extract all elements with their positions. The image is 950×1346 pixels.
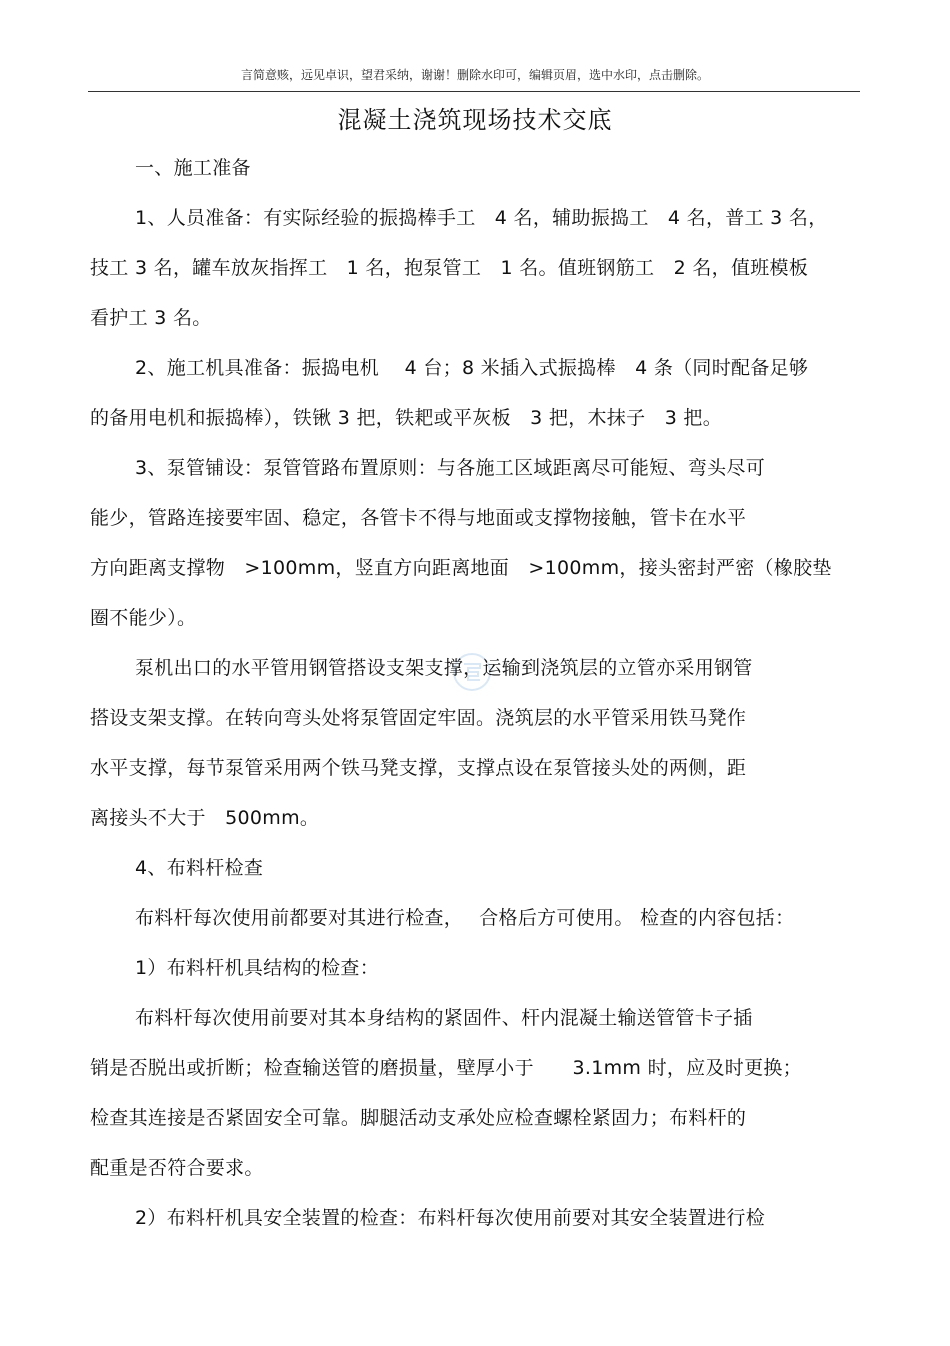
paragraph-line: 的备用电机和振捣棒），铁锹 3 把，铁耙或平灰板 3 把，木抹子 3 把。 [90, 407, 723, 429]
paragraph-line: 布料杆每次使用前要对其本身结构的紧固件、杆内混凝土输送管管卡子插 [135, 1007, 753, 1029]
paragraph-line: 离接头不大于 500mm。 [90, 807, 320, 829]
paragraph-line: 配重是否符合要求。 [90, 1157, 264, 1179]
section-heading: 一、施工准备 [135, 157, 251, 179]
paragraph-line: 方向距离支撑物 >100mm，竖直方向距离地面 >100mm，接头密封严密（橡胶垫 [90, 557, 832, 579]
subsection-heading: 2）布料杆机具安全装置的检查：布料杆每次使用前要对其安全装置进行检 [135, 1207, 765, 1229]
paragraph-line: 布料杆每次使用前都要对其进行检查， 合格后方可使用。 检查的内容包括： [135, 907, 795, 929]
paragraph-line: 看护工 3 名。 [90, 307, 212, 329]
paragraph-line: 检查其连接是否紧固安全可靠。脚腿活动支承处应检查螺栓紧固力；布料杆的 [90, 1107, 747, 1129]
section-heading: 4、布料杆检查 [135, 857, 264, 879]
paragraph-line: 技工 3 名，罐车放灰指挥工 1 名，抱泵管工 1 名。值班钢筋工 2 名，值班模板 [90, 257, 809, 279]
paragraph-line: 1、人员准备：有实际经验的振捣棒手工 4 名，辅助振捣工 4 名，普工 3 名， [135, 207, 828, 229]
header-divider [88, 91, 860, 92]
paragraph-line: 3、泵管铺设：泵管管路布置原则：与各施工区域距离尽可能短、弯头尽可 [135, 457, 765, 479]
header-notice: 言简意赅，远见卓识，望君采纳，谢谢！删除水印可，编辑页眉，选中水印，点击删除。 [240, 68, 709, 82]
document-body [90, 150, 862, 1237]
subsection-heading: 1）布料杆机具结构的检查： [135, 957, 379, 979]
paragraph-line: 水平支撑，每节泵管采用两个铁马凳支撑，支撑点设在泵管接头处的两侧，距 [90, 757, 747, 779]
paragraph-line: 能少，管路连接要牢固、稳定，各管卡不得与地面或支撑物接触，管卡在水平 [90, 507, 747, 529]
paragraph-line: 2、施工机具准备：振捣电机 4 台；8 米插入式振捣棒 4 条（同时配备足够 [135, 357, 809, 379]
document-title: 混凝土浇筑现场技术交底 [337, 106, 613, 134]
paragraph-line: 圈不能少）。 [90, 607, 197, 629]
paragraph-line: 泵机出口的水平管用钢管搭设支架支撑，运输到浇筑层的立管亦采用钢管 [135, 657, 753, 679]
paragraph-line: 销是否脱出或折断；检查输送管的磨损量，壁厚小于 3.1mm 时，应及时更换； [90, 1057, 802, 1079]
paragraph-line: 搭设支架支撑。在转向弯头处将泵管固定牢固。浇筑层的水平管采用铁马凳作 [90, 707, 747, 729]
